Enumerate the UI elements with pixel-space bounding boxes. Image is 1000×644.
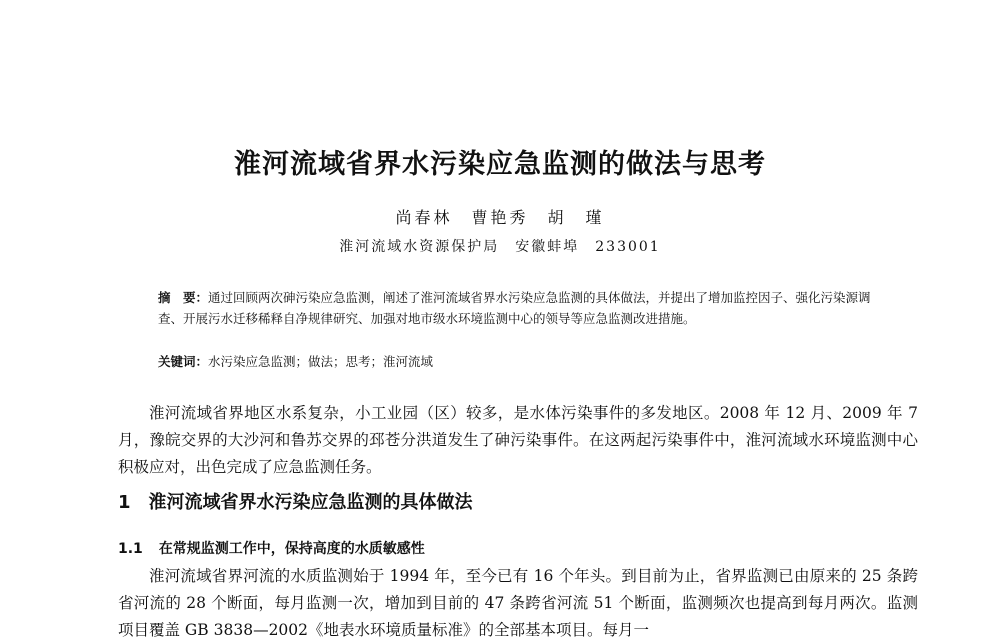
paper-title: 淮河流域省界水污染应急监测的做法与思考 (234, 149, 766, 180)
keywords (158, 352, 880, 370)
section-number: 1 (118, 492, 131, 513)
author-list: 尚春林 曹艳秀 胡 瑾 (395, 208, 605, 227)
affiliation: 淮河流域水资源保护局 安徽蚌埠 233001 (339, 239, 661, 255)
subsection-heading (118, 538, 425, 558)
keywords-text: 水污染应急监测；做法；思考；淮河流域 (208, 354, 434, 369)
section-heading (118, 488, 473, 514)
intro-paragraph: 淮河流域省界地区水系复杂，小工业园（区）较多，是水体污染事件的多发地区。2008 年 12 月、2009 年 7 月，豫皖交界的大沙河和鲁苏交界的邳苍分洪道发生了砷污染事件。在这两起污染事件中，淮河流域水环境监测中心积极应对，出色完成了应急监测任务。 (118, 404, 918, 476)
keywords-label: 关键词： (158, 354, 209, 369)
abstract-text: 通过回顾两次砷污染应急监测，阐述了淮河流域省界水污染应急监测的具体做法，并提出了增加监控因子、强化污染源调查、开展污水迁移稀释自净规律研究、加强对地市级水环境监测中心的领导等应急监测改进措施。 (158, 290, 871, 326)
subsection-number: 1.1 (118, 541, 143, 557)
abstract-label: 摘 要： (158, 290, 209, 305)
abstract (158, 287, 880, 329)
subsection-paragraph: 淮河流域省界河流的水质监测始于 1994 年，至今已有 16 个年头。到目前为止，省界监测已由原来的 25 条跨省河流的 28 个断面，每月监测一次，增加到目前的 47 条跨省河流 51 个断面，监测频次也提高到每月两次。监测项目覆盖 GB 3838—2002《地表水环境质量标准》的全部基本项目。每月一 (118, 567, 918, 639)
subsection-title: 在常规监测工作中，保持高度的水质敏感性 (158, 541, 425, 557)
section-title: 淮河流域省界水污染应急监测的具体做法 (148, 492, 473, 513)
